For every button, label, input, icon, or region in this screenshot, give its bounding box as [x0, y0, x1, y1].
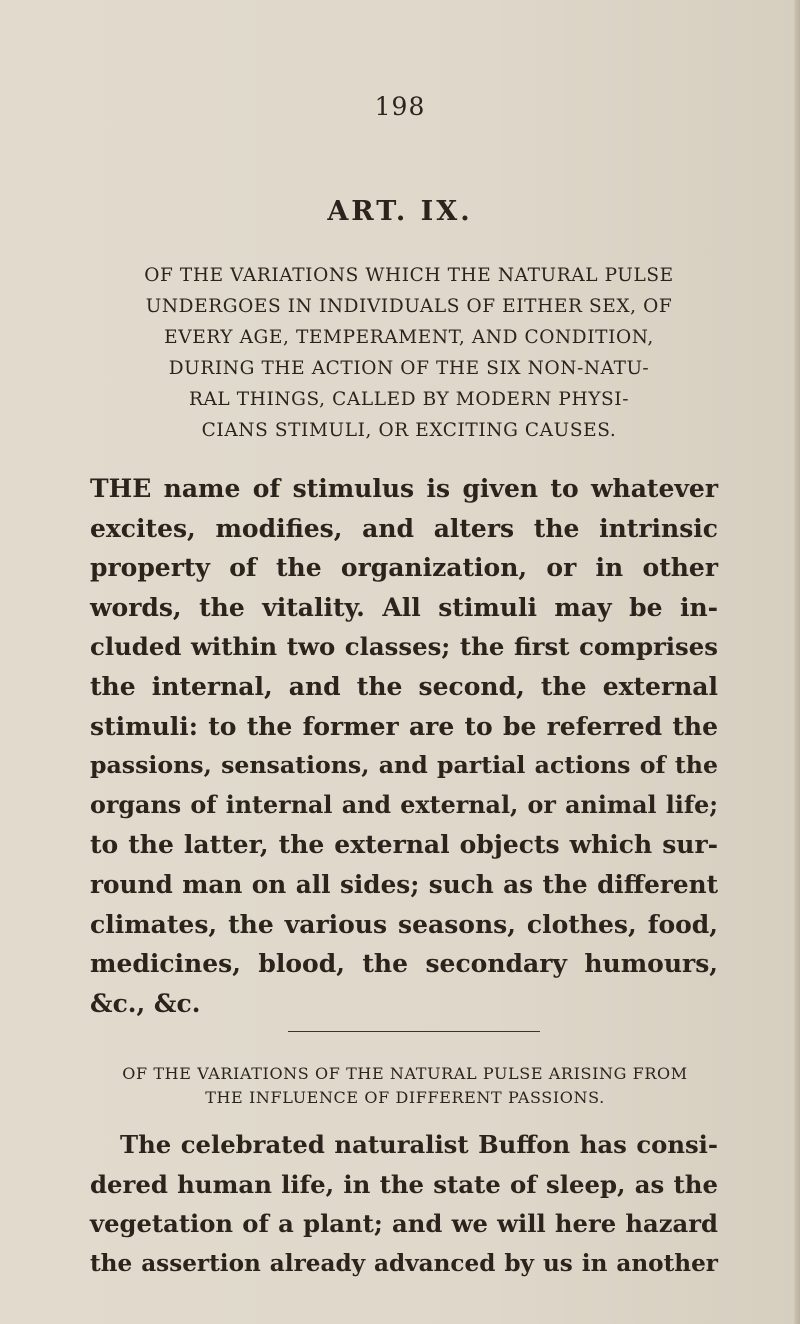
- heading-line: UNDERGOES IN INDIVIDUALS OF EITHER SEX, OF: [145, 296, 673, 317]
- text-line: the internal, and the second, the external: [90, 671, 718, 701]
- heading-line: OF THE VARIATIONS WHICH THE NATURAL PULSE: [144, 265, 674, 286]
- text-line: the assertion already advanced by us in another: [90, 1249, 718, 1277]
- text-line: cluded within two classes; the first comprises: [90, 632, 718, 662]
- article-heading: ART. IX.: [327, 196, 473, 227]
- text-line: vegetation of a plant; and we will here hazard: [90, 1209, 718, 1239]
- text-line: round man on all sides; such as the different: [90, 869, 718, 899]
- text-line: The celebrated naturalist Buffon has consi-: [120, 1130, 718, 1159]
- page-number: 198: [374, 92, 426, 121]
- paragraph-stimulus: [90, 469, 718, 1023]
- heading-line: THE INFLUENCE OF DIFFERENT PASSIONS.: [205, 1088, 605, 1107]
- heading-line: OF THE VARIATIONS OF THE NATURAL PULSE ARISING FROM: [122, 1064, 688, 1083]
- heading-line: DURING THE ACTION OF THE SIX NON-NATU-: [168, 358, 650, 379]
- text-line: THE name of stimulus is given to whatever: [90, 474, 718, 503]
- section-divider: [288, 1031, 540, 1032]
- text-line: &c., &c.: [90, 988, 201, 1018]
- text-line: organs of internal and external, or animal life;: [90, 790, 718, 819]
- text-line: to the latter, the external objects which sur-: [90, 830, 718, 860]
- text-line: words, the vitality. All stimuli may be in-: [90, 592, 718, 622]
- text-line: climates, the various seasons, clothes, food,: [90, 909, 718, 939]
- heading-line: RAL THINGS, CALLED BY MODERN PHYSI-: [188, 389, 630, 410]
- section-heading-variations: [84, 260, 734, 446]
- paragraph-buffon: [90, 1125, 718, 1283]
- section-heading-passions: [90, 1062, 720, 1110]
- text-line: passions, sensations, and partial actions of the: [90, 751, 718, 780]
- text-line: property of the organization, or in other: [90, 553, 718, 583]
- heading-line: CIANS STIMULI, OR EXCITING CAUSES.: [201, 420, 617, 441]
- text-line: dered human life, in the state of sleep, as the: [90, 1169, 718, 1199]
- text-line: excites, modifies, and alters the intrinsic: [90, 513, 718, 543]
- heading-line: EVERY AGE, TEMPERAMENT, AND CONDITION,: [164, 327, 654, 348]
- text-line: medicines, blood, the secondary humours,: [90, 949, 718, 979]
- text-line: stimuli: to the former are to be referred the: [90, 711, 718, 741]
